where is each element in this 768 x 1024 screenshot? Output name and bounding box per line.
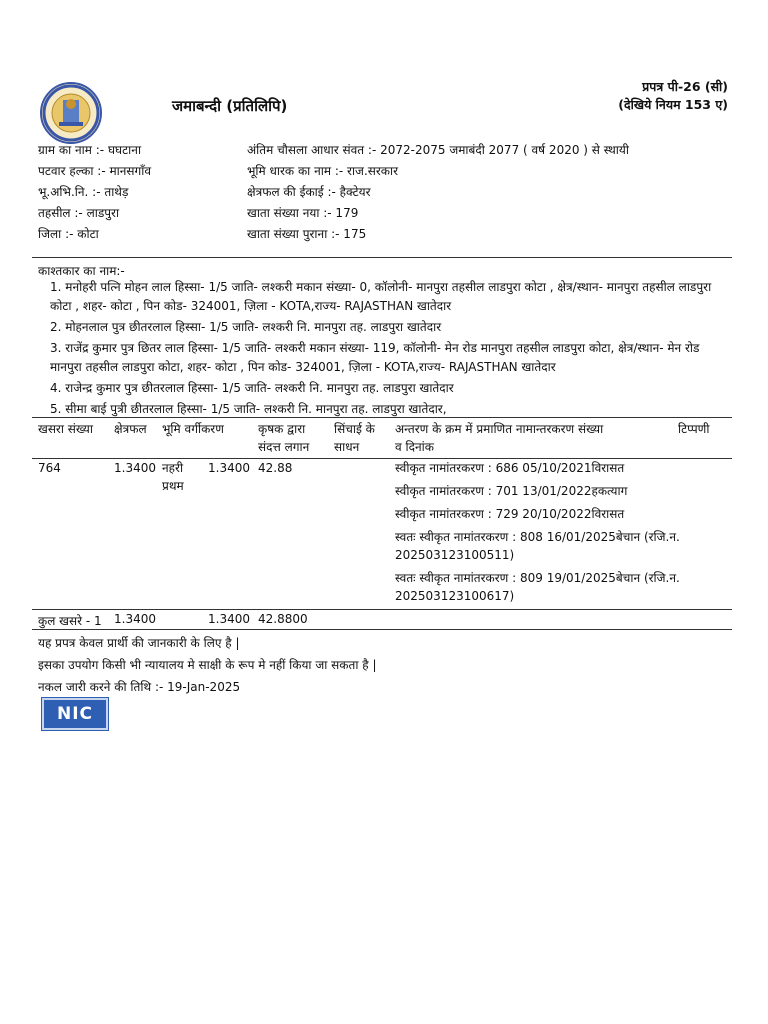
- khata-old: खाता संख्या पुराना :- 175: [247, 227, 367, 241]
- legal-notice: इसका उपयोग किसी भी न्यायालय मे साक्षी के रूप मे नहीं किया जा सकता है |: [38, 658, 377, 672]
- divider: [32, 257, 732, 258]
- col-header-remarks: टिप्पणी: [678, 422, 710, 436]
- mutation-entry: स्वीकृत नामांतरकरण : 729 20/10/2022विरासत: [395, 507, 625, 521]
- total-revenue: 42.8800: [258, 612, 308, 626]
- footer-notes: [38, 632, 377, 698]
- info-notice: यह प्रपत्र केवल प्रार्थी की जानकारी के लिए है |: [38, 636, 240, 650]
- village-name: ग्राम का नाम :- घघटाना: [38, 143, 142, 157]
- col-header-area: क्षेत्रफल: [114, 422, 147, 436]
- issue-date: नकल जारी करने की तिथि :- 19-Jan-2025: [38, 680, 241, 694]
- mutation-entry: स्वतः स्वीकृत नामांतरकरण : 808 16/01/2025बेचान (रजि.न. 202503123100511): [395, 530, 680, 562]
- mutation-entry: स्वतः स्वीकृत नामांतरकरण : 809 19/01/2025बेचान (रजि.न. 202503123100617): [395, 571, 680, 603]
- nic-logo: NIC: [42, 698, 108, 730]
- meta-left-column: [38, 140, 238, 245]
- total-land-area: 1.3400: [208, 612, 250, 626]
- cultivators-label: काश्तकार का नाम:-: [38, 264, 125, 278]
- rajasthan-emblem-logo: [40, 82, 102, 144]
- cell-revenue: 42.88: [258, 461, 293, 475]
- cell-land-class: नहरी प्रथम: [162, 461, 184, 493]
- list-item: 2. मोहनलाल पुत्र छीतरलाल हिस्सा- 1/5 जाति- लश्करी नि. मानपुरा तह. लाडपुरा खातेदार: [50, 320, 442, 334]
- list-item: 1. मनोहरी पत्नि मोहन लाल हिस्सा- 1/5 जाति- लश्करी मकान संख्या- 0, कॉलोनी- मानपुरा तहसील लाडपुरा कोटा , क्षेत्र/स्थान- मानपुरा तहसील लाडपुरा कोटा , शहर- कोटा , पिन कोड- 324001, ज़िला - KOTA,राज्य- RAJASTHAN खातेदार: [50, 280, 712, 313]
- mutation-entry: स्वीकृत नामांतरकरण : 701 13/01/2022हकत्याग: [395, 484, 628, 498]
- total-khasra-label: कुल खसरे - 1: [38, 614, 102, 628]
- document-title: जमाबन्दी (प्रतिलिपि): [172, 97, 288, 115]
- settlement-basis: अंतिम चौसला आधार संवत :- 2072-2075 जमाबंदी 2077 ( वर्ष 2020 ) से स्थायी: [247, 143, 629, 157]
- form-reference: [618, 78, 728, 114]
- col-header-land-class: भूमि वर्गीकरण: [162, 422, 224, 436]
- cell-land-area: 1.3400: [208, 461, 250, 475]
- mutation-entry: स्वीकृत नामांतरकरण : 686 05/10/2021विरासत: [395, 461, 625, 475]
- rule-reference: (देखिये नियम 153 ए): [618, 97, 728, 112]
- col-header-mutation: अन्तरण के क्रम में प्रमाणित नामान्तरकरण संख्या व दिनांक: [395, 422, 604, 454]
- cultivators-list: [50, 278, 734, 421]
- meta-right-column: [247, 140, 737, 245]
- col-header-irrigation: सिंचाई के साधन: [334, 422, 375, 454]
- list-item: 4. राजेन्द्र कुमार पुत्र छीतरलाल हिस्सा- 1/5 जाति- लश्करी नि. मानपुरा तह. लाडपुरा खातेदार: [50, 381, 454, 395]
- khata-new: खाता संख्या नया :- 179: [247, 206, 359, 220]
- area-unit: क्षेत्रफल की ईकाई :- हैक्टेयर: [247, 185, 371, 199]
- divider: [32, 629, 732, 630]
- divider: [32, 417, 732, 418]
- divider: [32, 609, 732, 610]
- land-record-inspector: भू.अभि.नि. :- ताथेड़: [38, 185, 129, 199]
- list-item: 3. राजेंद्र कुमार पुत्र छितर लाल हिस्सा- 1/5 जाति- लश्करी मकान संख्या- 119, कॉलोनी- मेन रोड मानपुरा तहसील लाडपुरा कोटा, क्षेत्र/स्थान- मेन रोड मानपुरा तहसील लाडपुरा कोटा, शहर- कोटा , पिन कोड- 324001, ज़िला - KOTA,राज्य- RAJASTHAN खातेदार: [50, 341, 700, 374]
- cell-khasra: 764: [38, 461, 61, 475]
- list-item: 5. सीमा बाई पुत्री छीतरलाल हिस्सा- 1/5 जाति- लश्करी नि. मानपुरा तह. लाडपुरा खातेदार,: [50, 402, 447, 416]
- mutation-list: [395, 459, 735, 610]
- tehsil: तहसील :- लाडपुरा: [38, 206, 120, 220]
- col-header-khasra: खसरा संख्या: [38, 422, 93, 436]
- patwar-circle: पटवार हल्का :- मानसगाँव: [38, 164, 152, 178]
- col-header-revenue: कृषक द्वारा संदत्त लगान: [258, 422, 310, 454]
- land-holder: भूमि धारक का नाम :- राज.सरकार: [247, 164, 399, 178]
- cell-area: 1.3400: [114, 461, 156, 475]
- total-area: 1.3400: [114, 612, 156, 626]
- district: जिला :- कोटा: [38, 227, 99, 241]
- form-number: प्रपत्र पी-26 (सी): [642, 79, 728, 94]
